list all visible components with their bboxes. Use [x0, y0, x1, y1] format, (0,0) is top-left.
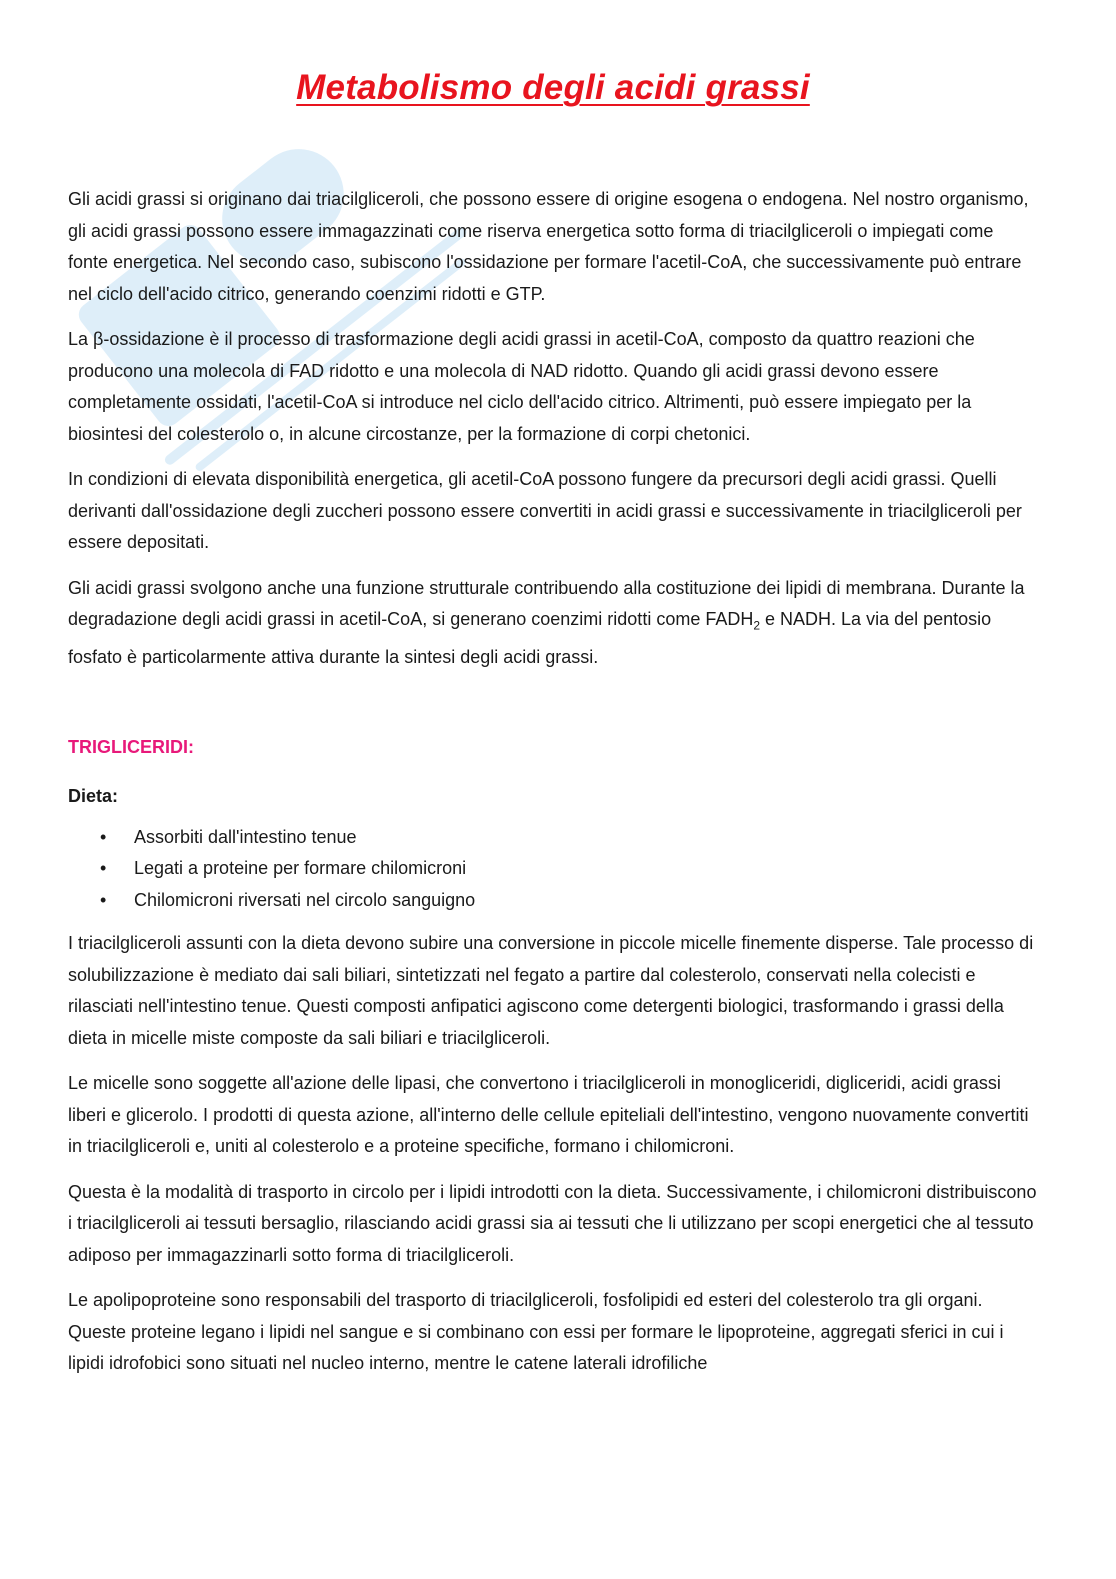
bullet-icon: • [100, 858, 107, 879]
list-item [68, 853, 1038, 885]
intro-paragraph-4 [68, 573, 1038, 674]
document-title: Metabolismo degli acidi grassi [296, 68, 810, 107]
intro-paragraph-2: La β-ossidazione è il processo di trasformazione degli acidi grassi in acetil-CoA, composto da quattro reazioni che producono una molecola di FAD ridotto e una molecola di NAD ridotto. Quando gli acidi grassi devono essere completamente ossidati, l'acetil-CoA si introduce nel ciclo dell'acido citrico. Altrimenti, può essere impiegato per la biosintesi del colesterolo o, in alcune circostanze, per la formazione di corpi chetonici. [68, 329, 975, 444]
intro-paragraph-3: In condizioni di elevata disponibilità energetica, gli acetil-CoA possono fungere da precursori degli acidi grassi. Quelli derivanti dall'ossidazione degli zuccheri possono essere convertiti in acidi grassi e successivamente in triacilgliceroli per essere depositati. [68, 469, 1022, 552]
subscript-2: 2 [753, 618, 761, 633]
document-body [68, 184, 1038, 1394]
intro-paragraph-4-text: Gli acidi grassi svolgono anche una funzione strutturale contribuendo alla costituzione dei lipidi di membrana. Durante la degradazione degli acidi grassi in acetil-CoA, si generano coenzimi ridotti come FADH [68, 577, 1025, 629]
list-item-text: Legati a proteine per formare chilomicroni [134, 858, 467, 879]
subsection-heading-dieta: Dieta: [68, 785, 119, 806]
intro-paragraph-1: Gli acidi grassi si originano dai triacilgliceroli, che possono essere di origine esogena o endogena. Nel nostro organismo, gli acidi grassi possono essere immagazzinati come riserva energetica sotto forma di triacilgliceroli o impiegati come fonte energetica. Nel secondo caso, subiscono l'ossidazione per formare l'acetil-CoA, che successivamente può entrare nel ciclo dell'acido citrico, generando coenzimi ridotti e GTP. [68, 189, 1029, 304]
bullet-icon: • [100, 826, 107, 847]
intro-paragraph-4-tail: e NADH. La via del pentosio fosfato è particolarmente attiva durante la sintesi degli acidi grassi. [68, 609, 992, 668]
bullet-icon: • [100, 889, 107, 910]
trigliceridi-paragraph-3: Questa è la modalità di trasporto in circolo per i lipidi introdotti con la dieta. Successivamente, i chilomicroni distribuiscono i triacilgliceroli ai tessuti bersaglio, rilasciando acidi grassi sia ai tessuti che li utilizzano per scopi energetici che al tessuto adiposo per immagazzinarli sotto forma di triacilgliceroli. [68, 1181, 1037, 1265]
list-item-text: Assorbiti dall'intestino tenue [134, 826, 357, 847]
trigliceridi-paragraph-1: I triacilgliceroli assunti con la dieta devono subire una conversione in piccole micelle finemente disperse. Tale processo di solubilizzazione è mediato dai sali biliari, sintetizzati nel fegato a partire dal colesterolo, conservati nella colecisti e rilasciati nell'intestino tenue. Questi composti anfipatici agiscono come detergenti biologici, trasformando i grassi della dieta in micelle miste composte da sali biliari e triacilgliceroli. [68, 933, 1034, 1048]
list-item [68, 822, 1038, 854]
list-item [68, 885, 1038, 917]
trigliceridi-paragraph-4: Le apolipoproteine sono responsabili del trasporto di triacilgliceroli, fosfolipidi ed esteri del colesterolo tra gli organi. Queste proteine legano i lipidi nel sangue e si combinano con essi per formare le lipoproteine, aggregati sferici in cui i lipidi idrofobici sono situati nel nucleo interno, mentre le catene laterali idrofiliche [68, 1290, 1004, 1374]
dieta-bullet-list [68, 822, 1038, 917]
section-spacer [68, 688, 1038, 732]
trigliceridi-paragraph-2: Le micelle sono soggette all'azione delle lipasi, che convertono i triacilgliceroli in monogliceridi, digliceridi, acidi grassi liberi e glicerolo. I prodotti di questa azione, all'interno delle cellule epiteliali dell'intestino, vengono nuovamente convertiti in triacilgliceroli e, uniti al colesterolo e a proteine specifiche, formano i chilomicroni. [68, 1073, 1029, 1157]
list-item-text: Chilomicroni riversati nel circolo sanguigno [134, 889, 476, 910]
section-heading-trigliceridi: TRIGLICERIDI: [68, 736, 194, 757]
